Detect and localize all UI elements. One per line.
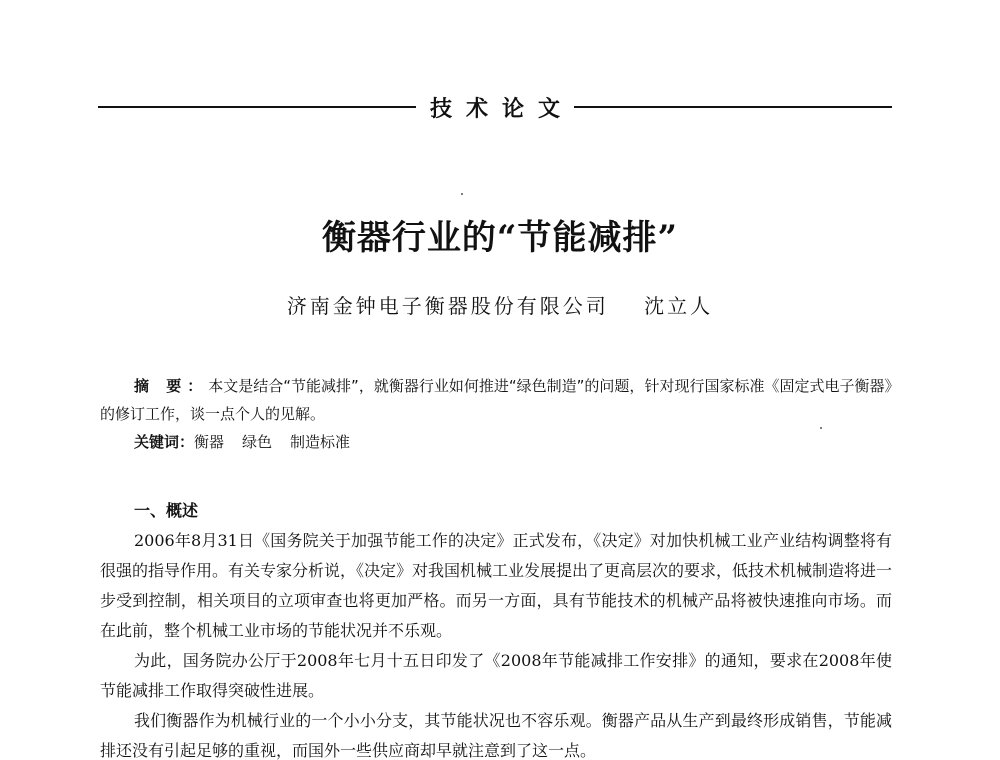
- keyword: 制造标准: [290, 433, 351, 451]
- abstract-paragraph: [100, 372, 892, 428]
- header-rule-left: [98, 106, 416, 108]
- author-name: 沈立人: [644, 294, 714, 318]
- abstract-label: 摘 要：: [134, 377, 209, 395]
- keywords-line: [100, 428, 892, 456]
- scan-speck: [461, 193, 463, 195]
- body-paragraph: 为此，国务院办公厅于2008年七月十五日印发了《2008年节能减排工作安排》的通知，要求在2008年使节能减排工作取得突破性进展。: [100, 651, 892, 700]
- body-paragraph: 我们衡器作为机械行业的一个小小分支，其节能状况也不容乐观。衡器产品从生产到最终形成销售，节能减排还没有引起足够的重视，而国外一些供应商却早就注意到了这一点。: [100, 711, 892, 760]
- keywords-label: 关键词：: [134, 433, 195, 451]
- paper-title: 衡器行业的“节能减排”: [321, 218, 679, 258]
- keyword: 衡器: [194, 433, 225, 451]
- byline: [0, 290, 1000, 319]
- section-header: [98, 92, 892, 122]
- author-organization: 济南金钟电子衡器股份有限公司: [286, 294, 609, 318]
- scan-speck: [820, 427, 822, 429]
- keyword: 绿色: [242, 433, 273, 451]
- abstract-block: [100, 372, 892, 456]
- abstract-text: 本文是结合“节能减排”，就衡器行业如何推进“绿色制造”的问题，针对现行国家标准《固定式电子衡器》的修订工作，谈一点个人的见解。: [100, 377, 892, 423]
- header-rule-right: [574, 106, 892, 108]
- body-paragraph: 2006年8月31日《国务院关于加强节能工作的决定》正式发布，《决定》对加快机械工业产业结构调整将有很强的指导作用。有关专家分析说，《决定》对我国机械工业发展提出了更高层次的要求，低技术机械制造将进一步受到控制，相关项目的立项审查也将更加严格。而另一方面，具有节能技术的机械产品将被快速推向市场。而在此前，整个机械工业市场的节能状况并不乐观。: [100, 531, 893, 640]
- section-label: 技术论文: [430, 95, 575, 122]
- body-text: [100, 496, 892, 760]
- section-heading: 一、概述: [134, 501, 199, 520]
